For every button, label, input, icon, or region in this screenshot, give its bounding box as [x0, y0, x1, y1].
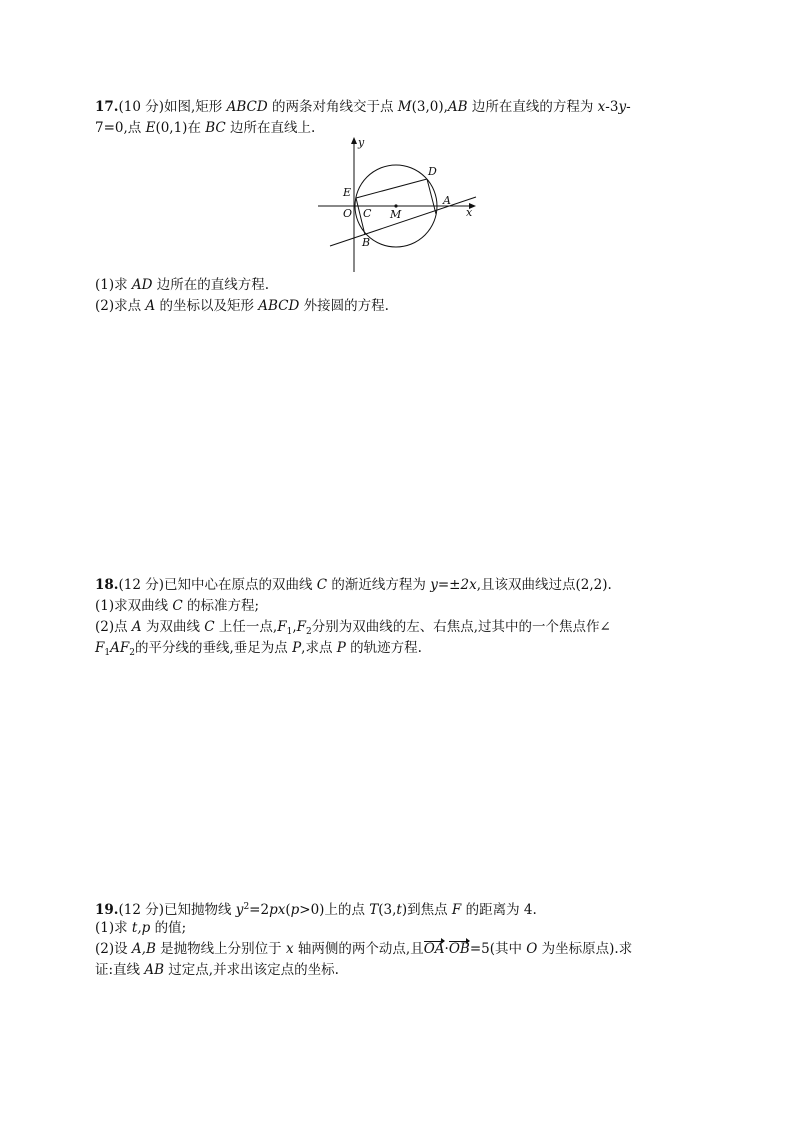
q17-line-2: 7=0,点 E(0,1)在 BC 边所在直线上. [95, 120, 316, 136]
vector-ob: OB [448, 941, 470, 957]
label-b: B [362, 236, 371, 249]
line-ab [330, 197, 476, 246]
q18-number: 18. [95, 577, 119, 593]
side-cd [356, 179, 427, 198]
q18-part-2: (2)点 A 为双曲线 C 上任一点$,F_1,F_2$分别为双曲线的左、右焦点,过其中的一个焦点作∠ [95, 619, 611, 637]
q19-part-1: (1)求 t,p 的值; [95, 920, 187, 936]
q19-line-1: 19.(12 分)已知抛物线 $y^2=2px(p>0)$上的点 T(3,t)到焦点 F 的距离为 4. [95, 902, 537, 918]
label-m: M [390, 208, 402, 221]
label-y: y [358, 136, 365, 149]
q17-part-1: (1)求 AD 边所在的直线方程. [95, 277, 270, 293]
q17-part-2: (2)求点 A 的坐标以及矩形 ABCD 外接圆的方程. [95, 298, 389, 314]
label-c: C [363, 207, 372, 220]
side-da [427, 179, 436, 214]
q17-figure [316, 134, 478, 274]
q18-line-1: 18.(12 分)已知中心在原点的双曲线 C 的渐近线方程为 y=±2x,且该双曲线过点(2,2). [95, 577, 612, 593]
q19-part-2-cont: 证:直线 AB 过定点,并求出该定点的坐标. [95, 962, 339, 978]
q19-part-2: (2)设 A,B 是抛物线上分别位于 x 轴两侧的两个动点,且OA·OB=5(其中 O 为坐标原点).求 [95, 941, 633, 957]
q18-part-1: (1)求双曲线 C 的标准方程; [95, 598, 260, 614]
q19-number: 19. [95, 902, 119, 918]
label-d: D [428, 165, 437, 178]
vector-oa: OA [423, 941, 445, 957]
label-a: A [443, 194, 451, 207]
q17-number: 17. [95, 99, 119, 115]
label-o: O [343, 207, 353, 220]
q18-part-2-cont: $F_1AF_2$的平分线的垂线,垂足为点 P,求点 P 的轨迹方程. [95, 640, 422, 658]
y-axis-arrow [351, 137, 357, 144]
label-e: E [343, 186, 352, 199]
label-x: x [466, 206, 473, 219]
q17-line-1: 17.(10 分)如图,矩形 ABCD 的两条对角线交于点 M(3,0),AB 边所在直线的方程为 x-3y- [95, 99, 631, 115]
